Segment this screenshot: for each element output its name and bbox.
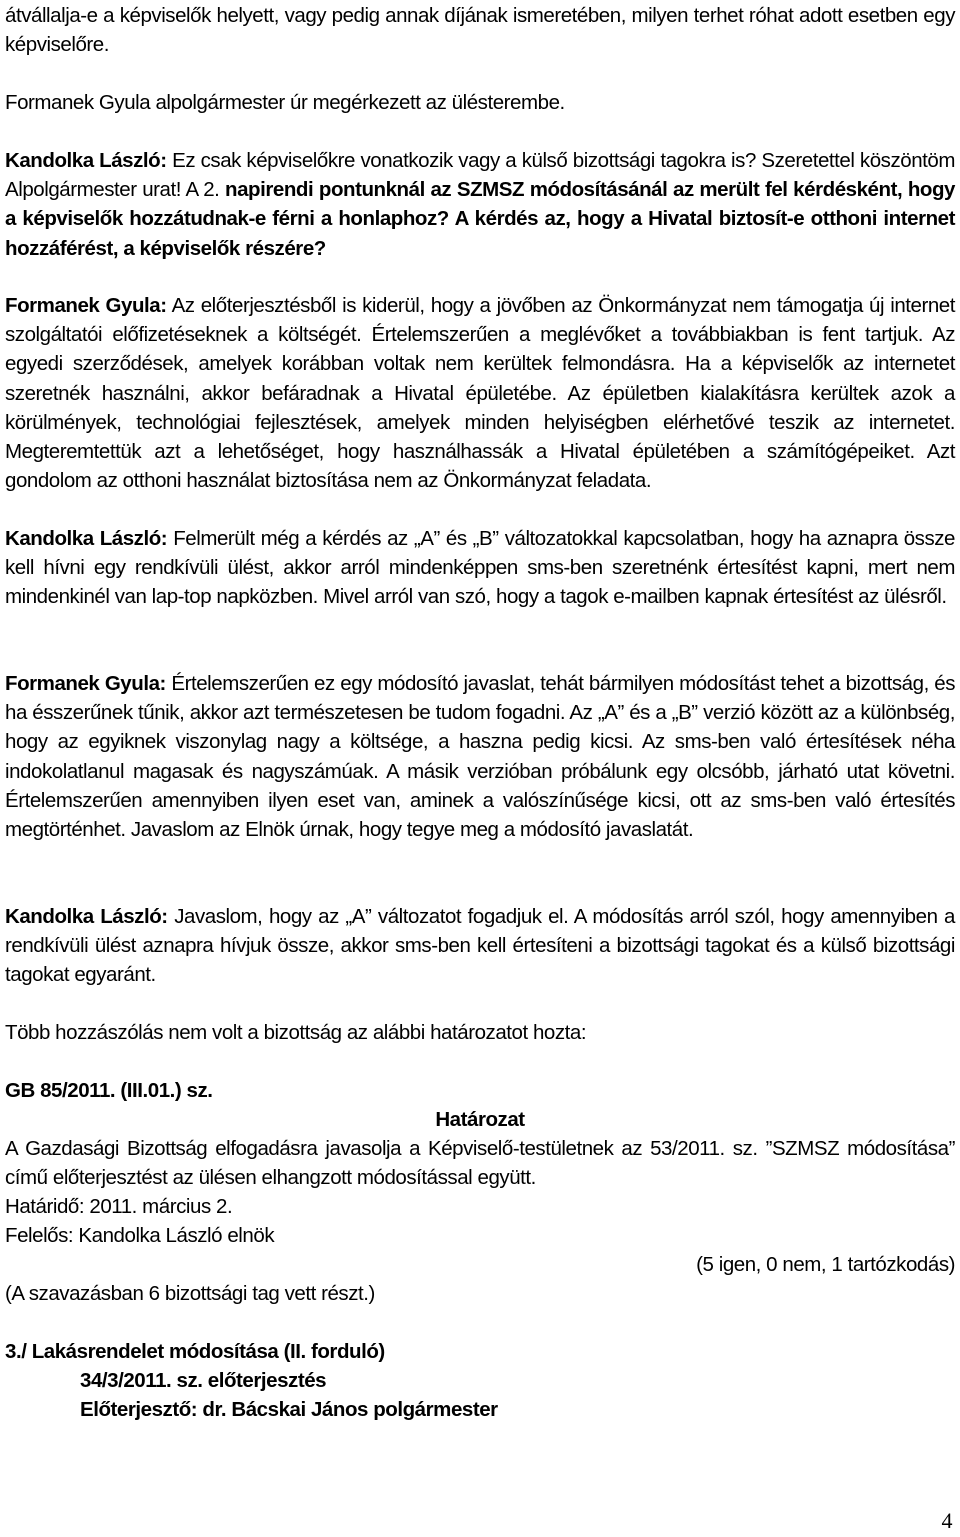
speech-text-bold: napirendi pontunknál az SZMSZ módosításánál az merült fel kérdésként, hogy a képviselők hozzátudnak-e férni a honlaphoz? A kérdés az, hogy a Hivatal biztosít-e otthoni internet hozzáférést, a képviselők részére? [5, 178, 955, 260]
speech-text: Felmerült még a kérdés az „A” és „B” változatokkal kapcsolatban, hogy ha aznapra össze kell hívni egy rendkívüli ülést, akkor arról mindenképpen sms-ben szeretnénk értesítést kapni, mert nem mindenkinél van lap-top napközben. Mivel arról van szó, hogy a tagok e-mailben kapnak értesítést az ülésről. [5, 527, 956, 609]
agenda-item-presenter: Előterjesztő: dr. Bácskai János polgármester [80, 1398, 498, 1421]
resolution-participants: (A szavazásban 6 bizottsági tag vett részt.) [5, 1282, 375, 1305]
resolution-number: GB 85/2011. (III.01.) sz. [5, 1079, 213, 1102]
paragraph-continuation: átvállalja-e a képviselők helyett, vagy pedig annak díjának ismeretében, milyen terhet róhat adott esetben egy képviselőre. [5, 4, 955, 57]
paragraph-formanek-1 [5, 291, 955, 495]
speech-text: Javaslom, hogy az „A” változatot fogadjuk el. A módosítás arról szól, hogy amennyiben a rendkívüli ülést aznapra hívjuk össze, akkor sms-ben kell értesíteni a bizottsági tagokat és a külső bizottsági tagokat egyaránt. [5, 905, 955, 987]
paragraph-kandolka-1 [5, 146, 955, 263]
speaker-name: Kandolka László: [5, 905, 168, 928]
resolution-vote: (5 igen, 0 nem, 1 tartózkodás) [696, 1253, 955, 1276]
speaker-name: Kandolka László: [5, 527, 168, 550]
paragraph-formanek-2 [5, 669, 955, 844]
paragraph-closing-note: Több hozzászólás nem volt a bizottság az alábbi határozatot hozta: [5, 1021, 587, 1044]
speaker-name: Formanek Gyula: [5, 672, 166, 695]
paragraph-kandolka-3 [5, 902, 955, 990]
agenda-item-title: 3./ Lakásrendelet módosítása (II. forduló) [5, 1340, 385, 1363]
page-number: 4 [941, 1508, 952, 1533]
paragraph-arrival-note: Formanek Gyula alpolgármester úr megérkezett az ülésterembe. [5, 91, 565, 114]
speaker-name: Formanek Gyula: [5, 294, 167, 317]
speech-text: Ez csak képviselőkre vonatkozik vagy a külső bizottsági tagokra is? Szeretettel köszöntöm Alpolgármester urat! A 2. [5, 149, 955, 202]
speech-text: Értelemszerűen ez egy módosító javaslat, tehát bármilyen módosítást tehet a bizottság, és ha ésszerűnek tűnik, akkor azt természetesen be tudom fogadni. Az „A” és a „B” verzió között az a különbség, hogy az egyiknek viszonylag nagy a költsége, a haszna pedig kicsi. Az sms-ben való értesítések néha indokolatlanul magasak és nagyszámúak. A másik verzióban próbálunk egy olcsóbb, járható utat követni. Értelemszerűen amennyiben ilyen eset van, aminek a valószínűsége kicsi, ott az sms-ben való értesítés megtörténhet. Javaslom az Elnök úrnak, hogy tegye meg a módosító javaslatát. [5, 672, 956, 842]
speaker-name: Kandolka László: [5, 149, 167, 172]
resolution-body: A Gazdasági Bizottság elfogadásra javasolja a Képviselő-testületnek az 53/2011. sz. ”SZMSZ módosítása” című előterjesztést az ülésen elhangzott módosítással együtt. [5, 1137, 955, 1190]
paragraph-kandolka-2 [5, 524, 955, 612]
speech-text: Az előterjesztésből is kiderül, hogy a jövőben az Önkormányzat nem támogatja új internet szolgáltatói előfizetéseknek a költségét. Értelemszerűen a meglévőket a továbbiakban is fent tartjuk. Az egyedi szerződések, amelyek korábban voltak nem kerültek felmondásra. Ha a képviselők az internetet szeretnék használni, akkor befáradnak a Hivatal épületébe. Az épületben kialakításra kerültek azok a körülmények, technológiai fejlesztések, amelyek minden helyiségben elérhetővé teszik az internetet. Megteremtettük azt a lehetőséget, hogy használhassák a Hivatal épületében a számítógépeiket. Azt gondolom az otthoni használat biztosítása nem az Önkormányzat feladata. [5, 294, 955, 493]
agenda-item-proposal: 34/3/2011. sz. előterjesztés [80, 1369, 327, 1392]
resolution-responsible: Felelős: Kandolka László elnök [5, 1224, 275, 1247]
resolution-heading: Határozat [435, 1108, 525, 1131]
resolution-deadline: Határidő: 2011. március 2. [5, 1195, 233, 1218]
